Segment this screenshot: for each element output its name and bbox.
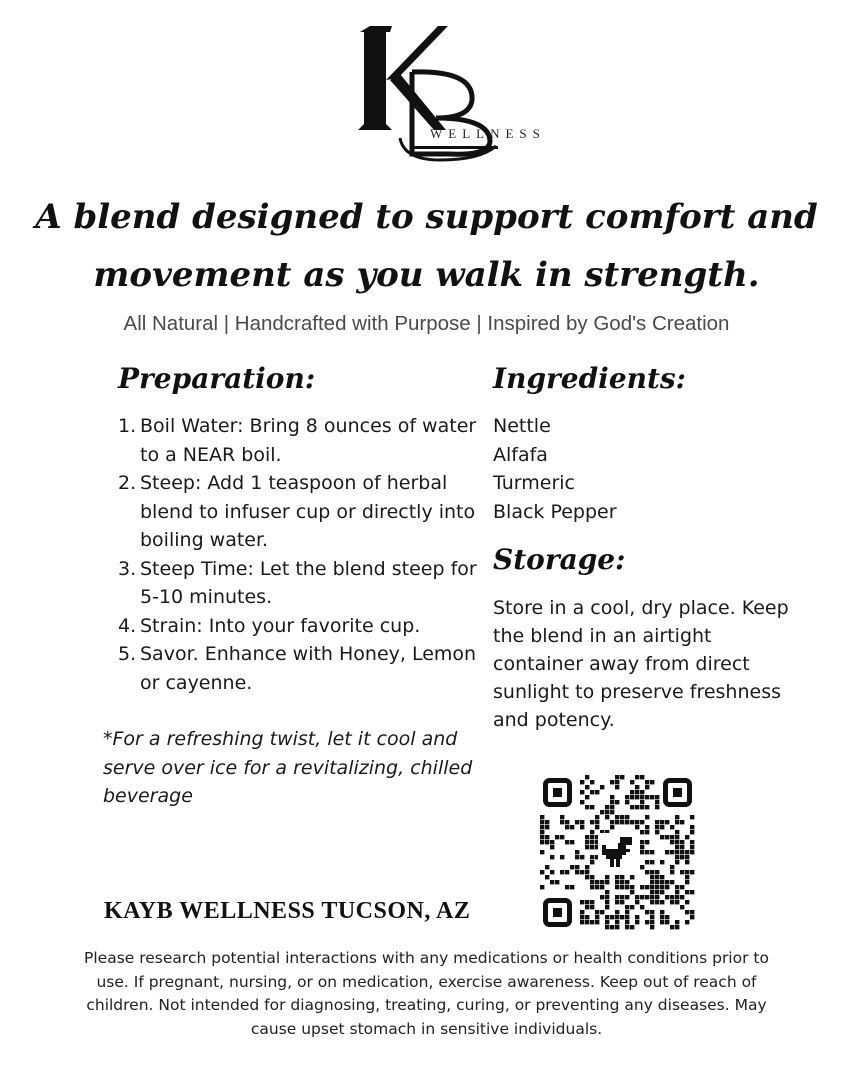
step-number: 5. bbox=[118, 643, 137, 665]
ingredient-item: Nettle bbox=[493, 415, 551, 437]
tagline-line-2: movement as you walk in strength. bbox=[93, 255, 760, 295]
tagline bbox=[0, 188, 853, 304]
storage-heading: Storage: bbox=[493, 543, 626, 576]
ingredient-item: Black Pepper bbox=[493, 500, 617, 523]
step-item bbox=[118, 555, 478, 612]
kb-wellness-logo bbox=[340, 14, 600, 164]
step-number: 2. bbox=[118, 472, 137, 494]
step-item bbox=[118, 412, 478, 469]
serving-note: *For a refreshing twist, let it cool and serve over ice for a revitalizing, chilled beverage bbox=[103, 728, 473, 807]
step-item bbox=[118, 612, 478, 641]
qr-code[interactable] bbox=[540, 775, 695, 930]
tagline-line-1: A blend designed to support comfort and bbox=[35, 197, 818, 237]
ingredient-item: Turmeric bbox=[493, 472, 575, 494]
step-item bbox=[118, 640, 478, 697]
step-item bbox=[118, 469, 478, 555]
step-number: 4. bbox=[118, 614, 137, 637]
storage-text: Store in a cool, dry place. Keep the blend in an airtight container away from direct sunlight to preserve freshness and potency. bbox=[493, 597, 789, 731]
step-number: 1. bbox=[118, 415, 137, 437]
qr-code-graphic bbox=[540, 775, 695, 930]
ingredients-heading: Ingredients: bbox=[493, 362, 687, 395]
disclaimer: Please research potential interactions with any medications or health conditions prior to use. If pregnant, nursing, or on medication, exercise awareness. Keep out of reach of children. Not intended for diagnosing, treating, curing, or preventing any diseases. May cause upset stomach in sensitive individuals. bbox=[84, 949, 769, 1038]
preparation-steps bbox=[118, 412, 478, 697]
step-text: Boil Water: Bring 8 ounces of water to a NEAR boil. bbox=[140, 415, 477, 466]
logo-wordmark: WELLNESS bbox=[430, 126, 546, 141]
step-number: 3. bbox=[118, 557, 137, 580]
step-text: Steep Time: Let the blend steep for 5-10 minutes. bbox=[140, 557, 477, 608]
brand-location: KAYB WELLNESS TUCSON, AZ bbox=[104, 898, 471, 924]
step-text: Savor. Enhance with Honey, Lemon or cayenne. bbox=[140, 643, 477, 694]
subline: All Natural | Handcrafted with Purpose | Inspired by God's Creation bbox=[123, 312, 730, 335]
step-text: Strain: Into your favorite cup. bbox=[140, 614, 421, 637]
preparation-heading: Preparation: bbox=[118, 362, 316, 395]
ingredient-item: Alfafa bbox=[493, 443, 548, 466]
step-text: Steep: Add 1 teaspoon of herbal blend to infuser cup or directly into boiling water. bbox=[140, 472, 476, 551]
ingredients-list bbox=[493, 412, 617, 526]
